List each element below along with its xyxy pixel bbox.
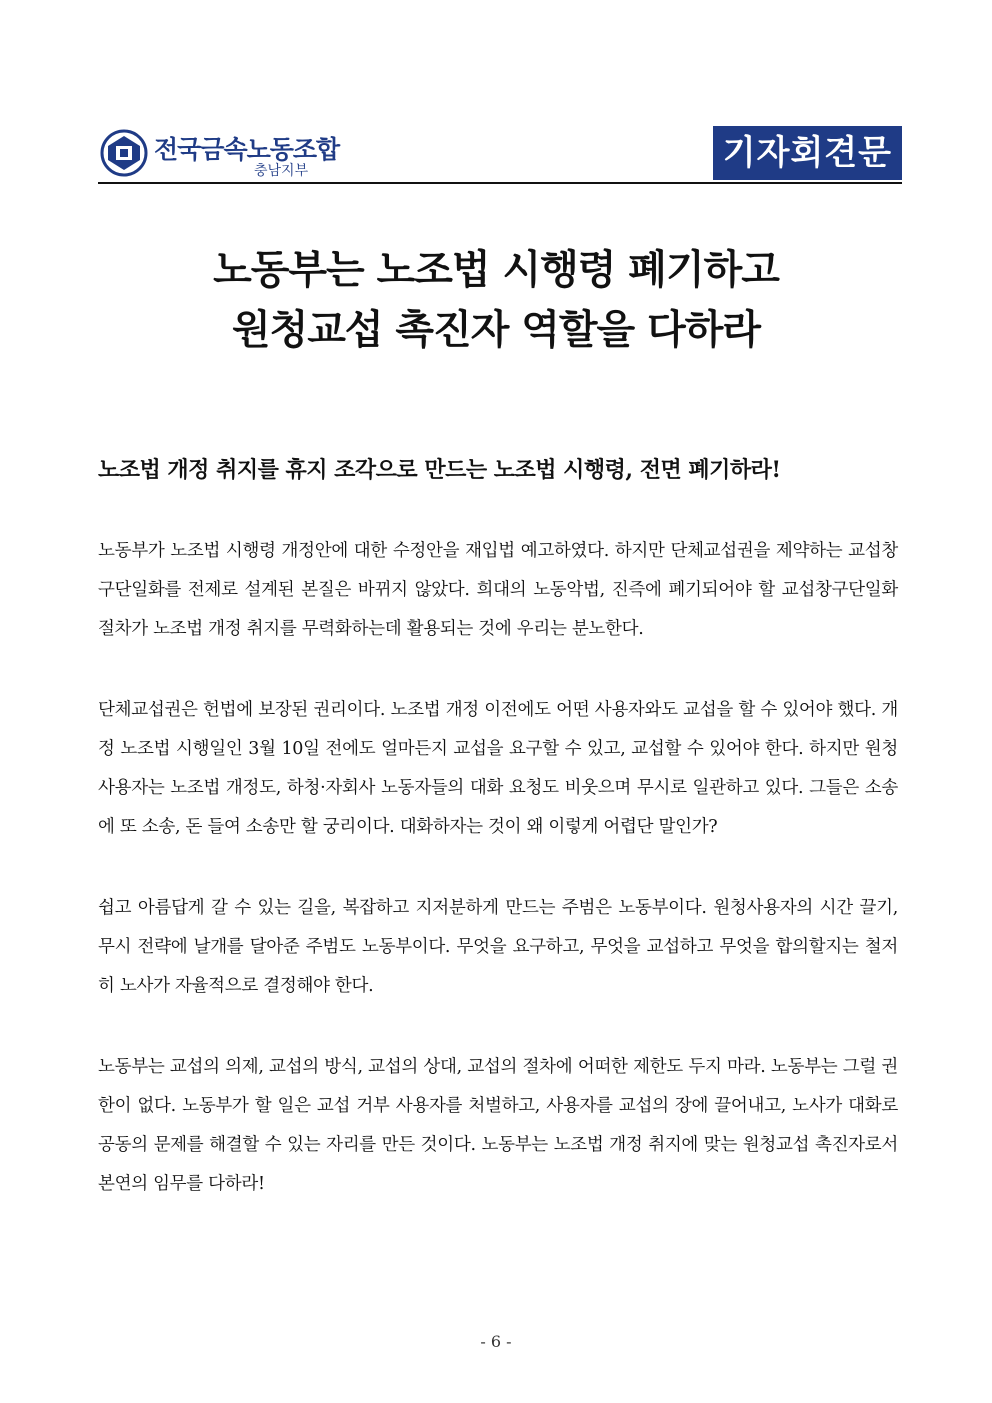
paragraph-4: 노동부는 교섭의 의제, 교섭의 방식, 교섭의 상대, 교섭의 절차에 어떠한 제한도 두지 마라. 노동부는 그럴 권한이 없다. 노동부가 할 일은 교섭 거부 사용자를 처벌하고, 사용자를 교섭의 장에 끌어내고, 노사가 대화로 공동의 문제를 해결할 수 있는 자리를 만든 것이다. 노동부는 노조법 개정 취지에 맞는 원청교섭 촉진자로서 본연의 임무를 다하라! (98, 1057, 898, 1194)
section-heading: 노조법 개정 취지를 휴지 조각으로 만드는 노조법 시행령, 전면 폐기하라! (98, 457, 781, 483)
page-number: - 6 - (480, 1332, 512, 1351)
paragraph-1: 노동부가 노조법 시행령 개정안에 대한 수정안을 재입법 예고하였다. 하지만 단체교섭권을 제약하는 교섭창구단일화를 전제로 설계된 본질은 바뀌지 않았다. 희대의 노동악법, 진즉에 폐기되어야 할 교섭창구단일화 절차가 노조법 개정 취지를 무력화하는데 활용되는 것에 우리는 분노한다. (98, 541, 898, 639)
paragraph-2: 단체교섭권은 헌법에 보장된 권리이다. 노조법 개정 이전에도 어떤 사용자와도 교섭을 할 수 있어야 했다. 개정 노조법 시행일인 3월 10일 전에도 얼마든지 교섭을 요구할 수 있고, 교섭할 수 있어야 한다. 하지만 원청 사용자는 노조법 개정도, 하청·자회사 노동자들의 대화 요청도 비웃으며 무시로 일관하고 있다. 그들은 소송에 또 소송, 돈 들여 소송만 할 궁리이다. 대화하자는 것이 왜 이렇게 어렵단 말인가? (98, 700, 898, 837)
press-conference-badge: 기자회견문 (713, 126, 902, 180)
page-title (98, 240, 894, 360)
paragraph-3: 쉽고 아름답게 갈 수 있는 길을, 복잡하고 지저분하게 만드는 주범은 노동부이다. 원청사용자의 시간 끌기, 무시 전략에 날개를 달아준 주범도 노동부이다. 무엇을 요구하고, 무엇을 교섭하고 무엇을 합의할지는 철저히 노사가 자율적으로 결정해야 한다. (98, 898, 898, 996)
document-header (98, 126, 902, 184)
union-logo-icon (98, 128, 150, 178)
document-body (98, 532, 898, 1246)
org-branch: 충남지부 (254, 163, 309, 179)
org-name: 전국금속노동조합 (154, 135, 340, 164)
title-line-2: 원청교섭 촉진자 역할을 다하라 (231, 307, 761, 353)
title-line-1: 노동부는 노조법 시행령 폐기하고 (213, 247, 779, 293)
